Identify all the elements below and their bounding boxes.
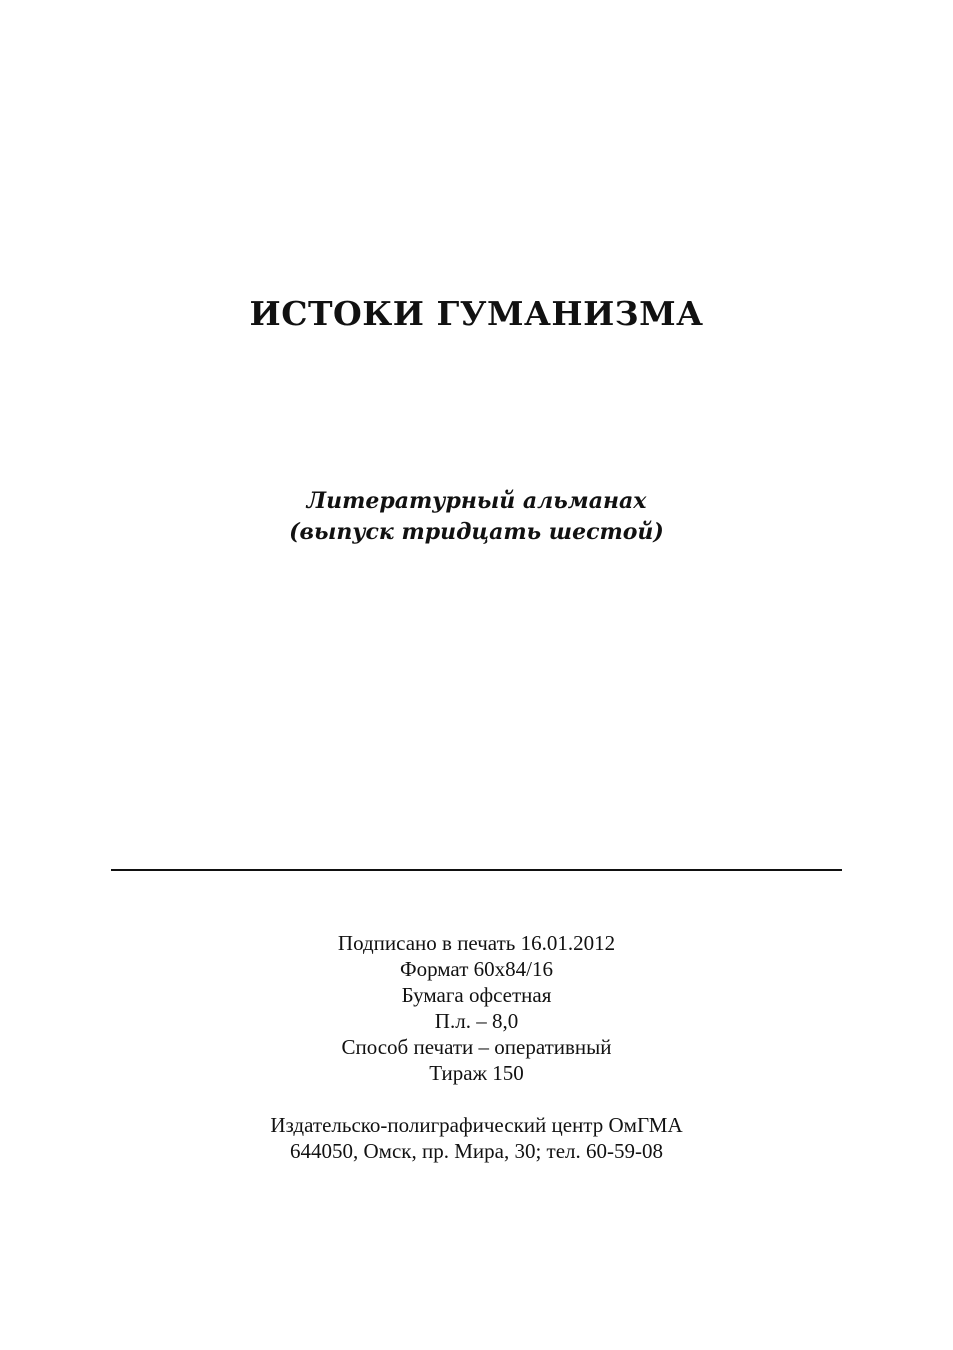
imprint-format: Формат 60x84/16 (400, 957, 553, 981)
imprint-signed-date: Подписано в печать 16.01.2012 (337, 931, 616, 955)
horizontal-divider (111, 869, 842, 871)
publisher-address: 644050, Омск, пр. Мира, 30; тел. 60-59-08 (290, 1139, 663, 1163)
subtitle-line-genre: Литературный альманах (306, 488, 647, 514)
imprint-print-method: Способ печати – оперативный (341, 1035, 612, 1059)
imprint-block (0, 930, 953, 1086)
book-title: ИСТОКИ ГУМАНИЗМА (249, 294, 704, 333)
publisher-name: Издательско-полиграфический центр ОмГМА (270, 1113, 683, 1137)
subtitle-line-issue: (выпуск тридцать шестой) (289, 519, 664, 545)
imprint-paper: Бумага офсетная (401, 983, 552, 1007)
imprint-printed-sheets: П.л. – 8,0 (434, 1009, 519, 1033)
publisher-block (0, 1112, 953, 1164)
book-subtitle (0, 486, 953, 548)
imprint-circulation: Тираж 150 (429, 1061, 524, 1085)
